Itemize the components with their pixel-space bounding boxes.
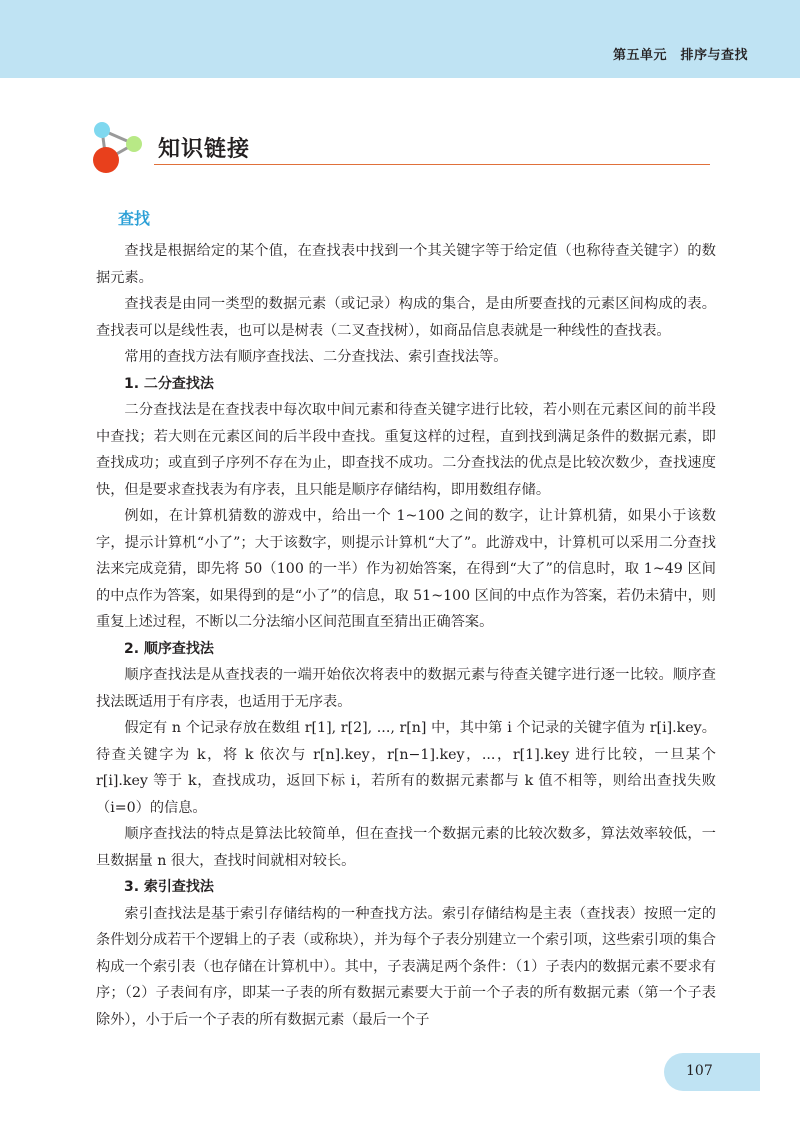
heading-sequential-search: 2. 顺序查找法	[124, 640, 214, 657]
paragraph: 顺序查找法是从查找表的一端开始依次将表中的数据元素与待查关键字进行逐一比较。顺序查找法既适用于有序表，也适用于无序表。	[96, 667, 716, 710]
heading-index-search: 3. 索引查找法	[124, 879, 214, 895]
paragraph: 常用的查找方法有顺序查找法、二分查找法、索引查找法等。	[124, 349, 508, 365]
sub-title: 查找	[118, 209, 151, 228]
page-number: 107	[686, 1063, 713, 1079]
section-title: 知识链接	[158, 137, 251, 162]
paragraph: 查找表是由同一类型的数据元素（或记录）构成的集合，是由所要查找的元素区间构成的表。查找表可以是线性表，也可以是树表（二叉查找树），如商品信息表就是一种线性的查找表。	[96, 296, 716, 339]
red-dot	[93, 147, 119, 173]
green-dot	[126, 136, 142, 152]
cyan-dot	[94, 122, 110, 138]
section-banner	[88, 118, 710, 178]
page-number-tab	[664, 1053, 760, 1091]
paragraph: 假定有 n 个记录存放在数组 r[1], r[2], ..., r[n] 中，其中第 i 个记录的关键字值为 r[i].key。待查关键字为 k，将 k 依次与 r[n].key，r[n−1].key，...，r[1].key 进行比较，一旦某个 r[i].key 等于 k，查找成功，返回下标 i，若所有的数据元素都与 k 值不相等，则给出查找失败（i=0）的信息。	[96, 720, 716, 816]
paragraph: 索引查找法是基于索引存储结构的一种查找方法。索引存储结构是主表（查找表）按照一定的条件划分成若干个逻辑上的子表（或称块），并为每个子表分别建立一个索引项，这些索引项的集合构成一个索引表（也存储在计算机中）。其中，子表满足两个条件：（1）子表内的数据元素不要求有序；（2）子表间有序，即某一子表的所有数据元素要大于前一个子表的所有数据元素（第一个子表除外），小于后一个子表的所有数据元素（最后一个子	[96, 905, 716, 1028]
section-divider	[154, 164, 710, 165]
heading-binary-search: 1. 二分查找法	[124, 375, 214, 392]
paragraph: 查找是根据给定的某个值，在查找表中找到一个其关键字等于给定值（也称待查关键字）的数据元素。	[96, 243, 716, 286]
paragraph: 顺序查找法的特点是算法比较简单，但在查找一个数据元素的比较次数多，算法效率较低，一旦数据量 n 很大，查找时间就相对较长。	[96, 826, 716, 869]
paragraph: 二分查找法是在查找表中每次取中间元素和待查关键字进行比较，若小则在元素区间的前半段中查找；若大则在元素区间的后半段中查找。重复这样的过程，直到找到满足条件的数据元素，即查找成功；或直到子序列不存在为止，即查找不成功。二分查找法的优点是比较次数少，查找速度快，但是要求查找表为有序表，且只能是顺序存储结构，即用数组存储。	[96, 402, 716, 498]
content-body	[96, 206, 716, 1033]
chapter-header: 第五单元 排序与查找	[612, 48, 748, 63]
molecule-icon	[88, 118, 158, 178]
paragraph: 例如，在计算机猜数的游戏中，给出一个 1~100 之间的数字，让计算机猜，如果小于该数字，提示计算机“小了”；大于该数字，则提示计算机“大了”。此游戏中，计算机可以采用二分查找法来完成竞猜，即先将 50（100 的一半）作为初始答案，在得到“大了”的信息时，取 1~49 区间的中点作为答案，如果得到的是“小了”的信息，取 51~100 区间的中点作为答案，若仍未猜中，则重复上述过程，不断以二分法缩小区间范围直至猜出正确答案。	[96, 508, 716, 630]
header-band	[0, 0, 800, 78]
